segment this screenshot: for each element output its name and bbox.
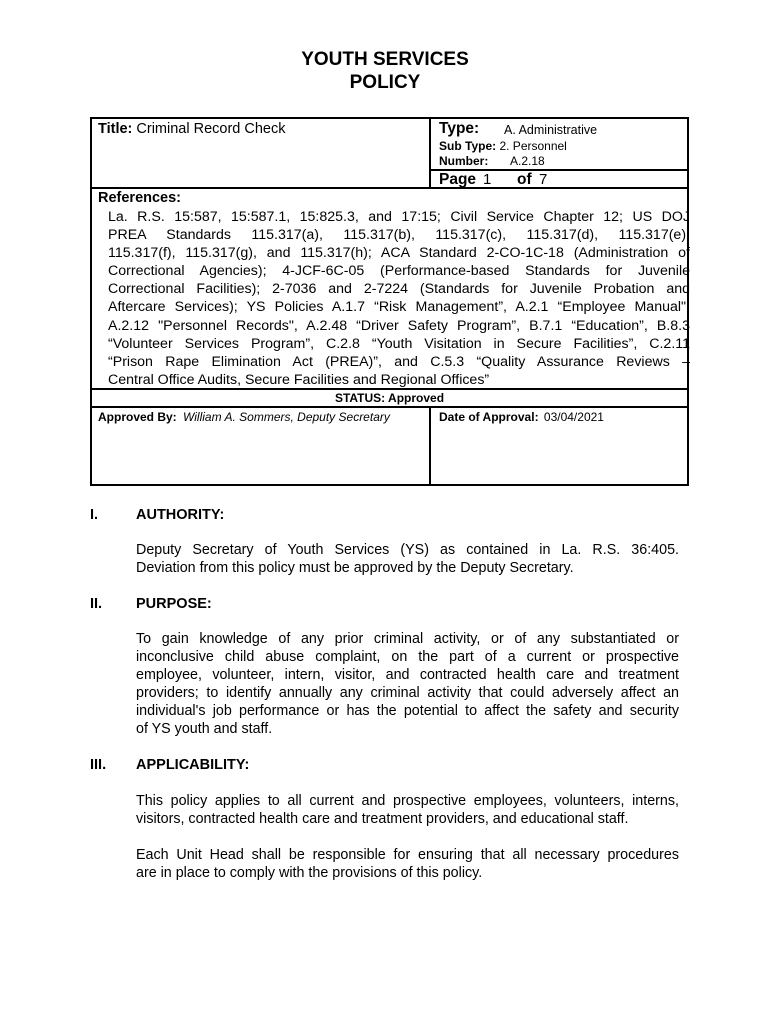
approved-by-field bbox=[98, 410, 390, 424]
table-divider-vertical-bottom bbox=[429, 406, 431, 486]
type-value: A. Administrative bbox=[504, 123, 598, 137]
table-divider-status-bottom bbox=[90, 406, 689, 408]
table-divider-references bbox=[90, 187, 689, 189]
references-line: PREA Standards 115.317(a), 115.317(b), 115.317(c), 115.317(d), 115.317(e), bbox=[108, 227, 690, 244]
status-badge: STATUS: Approved bbox=[334, 391, 445, 405]
paragraph-line: employee, volunteer, intern, visitor, and contracted health care and treatment bbox=[136, 667, 679, 683]
section-paragraph bbox=[136, 541, 679, 577]
title-value: Criminal Record Check bbox=[136, 121, 286, 137]
section-paragraph bbox=[136, 630, 679, 738]
references-line: “Prison Rape Elimination Act (PREA)”, and C.5.3 “Quality Assurance Reviews – bbox=[108, 353, 690, 370]
page-label: Page bbox=[439, 171, 477, 188]
references-line: Central Office Audits, Secure Facilities and Regional Offices” bbox=[108, 371, 490, 388]
document-heading-line2: POLICY bbox=[349, 72, 421, 93]
page-current: 1 bbox=[483, 171, 492, 188]
paragraph-line: Deputy Secretary of Youth Services (YS) as contained in La. R.S. 36:405. bbox=[136, 542, 679, 558]
section-title-authority: AUTHORITY: bbox=[136, 507, 225, 523]
date-of-approval-value: 03/04/2021 bbox=[543, 410, 604, 424]
type-label: Type: bbox=[439, 120, 480, 137]
number-label: Number: bbox=[439, 154, 489, 168]
references-line: Aftercare Services); YS Policies A.1.7 “Risk Management”, A.2.1 “Employee Manual", bbox=[108, 299, 690, 316]
paragraph-line: individual's job performance or has the potential to affect the safety and security bbox=[136, 703, 679, 719]
references-label: References: bbox=[98, 190, 182, 206]
references-text bbox=[108, 208, 690, 389]
document-heading-line1: YOUTH SERVICES bbox=[301, 49, 469, 70]
paragraph-line: Deviation from this policy must be approved by the Deputy Secretary. bbox=[136, 560, 574, 576]
subtype-value: 2. Personnel bbox=[499, 139, 567, 153]
paragraph-line: visitors, contracted health care and treatment providers, and educational staff. bbox=[136, 811, 629, 827]
subtype-field bbox=[439, 139, 567, 153]
section-paragraph bbox=[136, 792, 679, 828]
section-title-applicability: APPLICABILITY: bbox=[136, 757, 250, 773]
approved-by-value: William A. Sommers, Deputy Secretary bbox=[183, 410, 390, 424]
title-field bbox=[98, 121, 285, 137]
paragraph-line: of YS youth and staff. bbox=[136, 721, 273, 737]
date-of-approval-label: Date of Approval: bbox=[439, 410, 539, 424]
section-number: III. bbox=[90, 757, 107, 773]
page-of-label: of bbox=[517, 171, 532, 188]
references-line: Correctional Facilities); 2-7036 and 2-7224 (Standards for Juvenile Probation and bbox=[108, 281, 690, 298]
section-title-purpose: PURPOSE: bbox=[136, 596, 212, 612]
paragraph-line: This policy applies to all current and prospective employees, volunteers, interns, bbox=[136, 793, 679, 809]
approved-by-label: Approved By: bbox=[98, 410, 177, 424]
references-line: La. R.S. 15:587, 15:587.1, 15:825.3, and 17:15; Civil Service Chapter 12; US DOJ bbox=[108, 209, 690, 225]
page-total: 7 bbox=[539, 171, 548, 188]
references-line: A.2.12 "Personnel Records", A.2.48 “Driver Safety Program”, B.7.1 “Education”, B.8.3 bbox=[108, 317, 690, 334]
table-divider-vertical-top bbox=[429, 117, 431, 189]
paragraph-line: providers; to identify annually any criminal activity that could adversely affect an bbox=[136, 685, 679, 701]
paragraph-line: are in place to comply with the provisions of this policy. bbox=[136, 865, 483, 881]
paragraph-line: To gain knowledge of any prior criminal activity, or of any substantiated or bbox=[136, 631, 679, 647]
number-value: A.2.18 bbox=[510, 154, 545, 168]
references-line: 115.317(f), 115.317(g), and 115.317(h); ACA Standard 2-CO-1C-18 (Administration of bbox=[108, 245, 690, 262]
section-paragraph bbox=[136, 846, 679, 882]
references-line: “Volunteer Services Program”, C.2.8 “Youth Visitation in Secure Facilities”, C.2.11 bbox=[108, 335, 690, 352]
date-of-approval-field bbox=[439, 410, 604, 424]
subtype-label: Sub Type: bbox=[439, 139, 497, 153]
section-number: II. bbox=[90, 596, 103, 612]
paragraph-line: inconclusive child abuse complaint, on the part of a current or prospective bbox=[136, 649, 679, 665]
references-line: Correctional Agencies); 4-JCF-6C-05 (Performance-based Standards for Juvenile bbox=[108, 263, 690, 280]
title-label: Title: bbox=[98, 121, 133, 137]
paragraph-line: Each Unit Head shall be responsible for ensuring that all necessary procedures bbox=[136, 847, 679, 863]
section-number: I. bbox=[90, 507, 99, 523]
